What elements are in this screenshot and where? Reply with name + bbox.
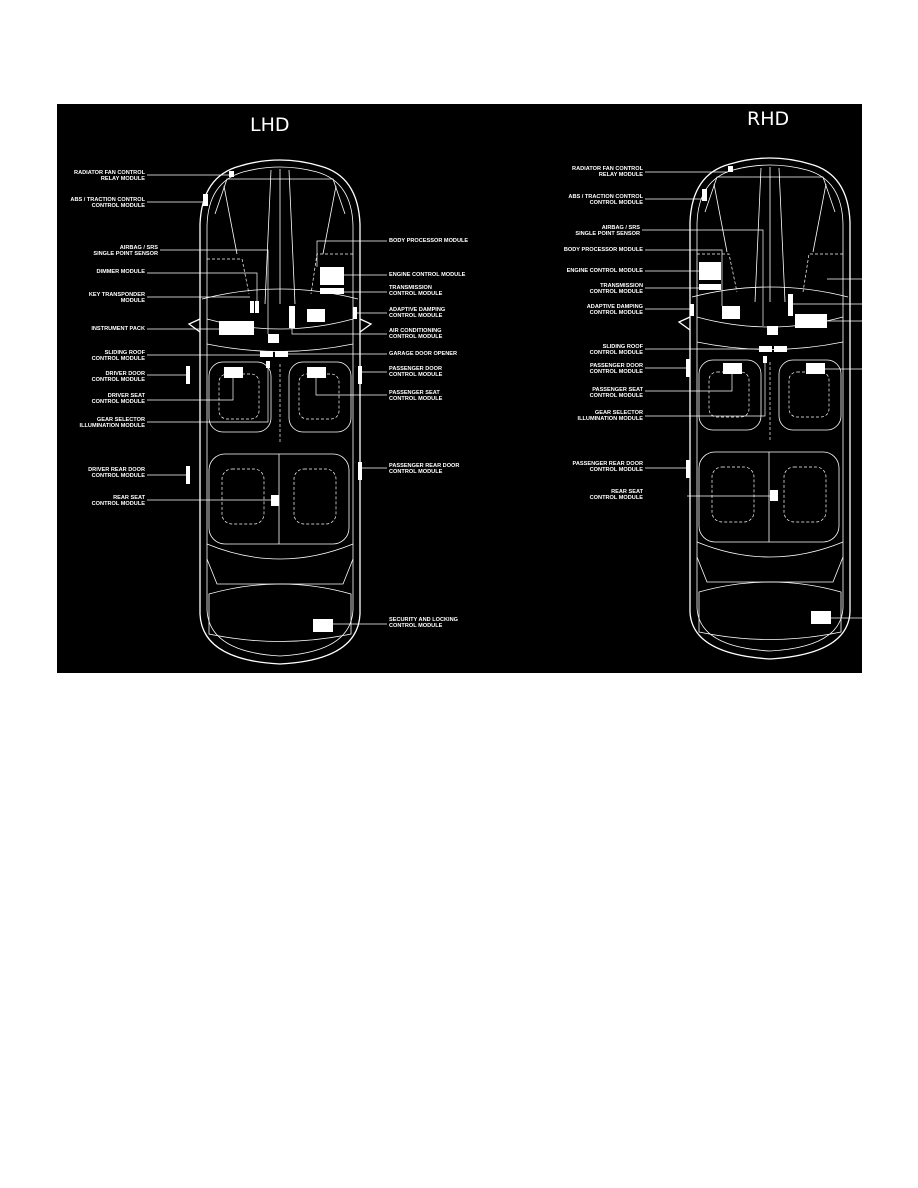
lhd-security-locking-marker [313,619,333,632]
rhd-label-rear-seat-control-module [590,489,644,501]
rhd-body-processor-marker [722,306,740,319]
lhd-label-driver-rear-door-control-module-line-1: DRIVER REAR DOOR [88,467,145,473]
lhd-label-instrument-pack [91,326,145,332]
lhd-label-driver-seat-control-module-line-1: DRIVER SEAT [107,393,145,399]
lhd-labels [70,170,468,629]
lhd-label-abs-traction-control-module-line-1: ABS / TRACTION CONTROL [70,197,145,203]
lhd-label-air-conditioning-control-module-line-2: CONTROL MODULE [389,334,443,340]
rhd-transmission-marker [699,284,721,290]
rhd-title: RHD [747,108,790,130]
lhd-label-instrument-pack-line-1: INSTRUMENT PACK [91,326,145,332]
lhd-label-gear-selector-illumination-module [80,417,146,429]
lhd-label-driver-door-control-module-line-2: CONTROL MODULE [91,377,145,383]
rhd-passenger-rear-door-marker [686,460,690,478]
lhd-passenger-door-marker [358,366,362,384]
lhd-label-gear-selector-illumination-module-line-1: GEAR SELECTOR [96,417,145,423]
lhd-passenger-rear-door-marker [358,462,362,480]
rhd-airbag-marker [767,326,778,335]
lhd-label-driver-door-control-module [92,371,146,383]
rhd-label-radiator-fan-control-relay-module-line-1: RADIATOR FAN CONTROL [572,166,643,172]
lhd-label-driver-seat-control-module-line-2: CONTROL MODULE [91,399,145,405]
rhd-label-passenger-seat-control-module-line-2: CONTROL MODULE [589,393,643,399]
rhd-label-sliding-roof-control-module-line-2: CONTROL MODULE [589,350,643,356]
rhd-car-outline [679,158,850,659]
rhd-label-sliding-roof-control-module [590,344,644,356]
rhd-label-abs-traction-control-module [568,194,643,206]
lhd-label-radiator-fan-control-relay-module-line-2: RELAY MODULE [100,176,145,182]
lhd-label-gear-selector-illumination-module-line-2: ILLUMINATION MODULE [79,423,145,429]
lhd-body-processor-marker [307,309,325,322]
lhd-label-airbag-srs-sensor [93,245,158,257]
lhd-airbag-marker [268,334,279,343]
lhd-adaptive-damping-marker [353,307,357,319]
rhd-dimmer-marker [788,294,793,316]
lhd-air-conditioning-marker [289,306,295,328]
rhd-label-passenger-door-control-module-line-1: PASSENGER DOOR [589,363,643,369]
rhd-label-transmission-control-module-line-1: TRANSMISSION [600,283,643,289]
lhd-gear-selector-marker [266,361,270,368]
rhd-label-gear-selector-illumination-module-line-2: ILLUMINATION MODULE [577,416,643,422]
lhd-label-security-locking-control-module-line-1: SECURITY AND LOCKING [389,617,458,623]
rhd-label-body-processor-module-line-1: BODY PROCESSOR MODULE [563,247,643,253]
lhd-driver-door-marker [186,366,190,384]
lhd-label-passenger-seat-control-module [389,390,443,402]
rhd-gear-selector-marker [763,356,767,363]
lhd-driver-seat-marker [224,367,243,378]
rhd-label-rear-seat-control-module-line-1: REAR SEAT [611,489,643,495]
lhd-label-passenger-rear-door-control-module [389,463,459,475]
diagram-canvas [57,104,862,673]
rhd-modules [686,166,831,624]
lhd-label-rear-seat-control-module-line-2: CONTROL MODULE [91,501,145,507]
lhd-radiator-fan-module-marker [229,171,234,177]
rhd-label-gear-selector-illumination-module-line-1: GEAR SELECTOR [594,410,643,416]
rhd-label-passenger-seat-control-module-line-1: PASSENGER SEAT [592,387,643,393]
rhd-passenger-seat-marker [723,363,742,374]
lhd-label-dimmer-module-line-1: DIMMER MODULE [96,269,145,275]
rhd-label-body-processor-module [564,247,643,253]
lhd-label-transmission-control-module-line-2: CONTROL MODULE [389,291,443,297]
rhd-label-abs-traction-control-module-line-1: ABS / TRACTION CONTROL [568,194,643,200]
rhd-label-adaptive-damping-control-module-line-2: CONTROL MODULE [589,310,643,316]
lhd-label-adaptive-damping-control-module-line-2: CONTROL MODULE [389,313,443,319]
rhd-label-adaptive-damping-control-module [587,304,644,316]
lhd-modules [186,171,362,632]
lhd-label-passenger-rear-door-control-module-line-1: PASSENGER REAR DOOR [389,463,460,469]
lhd-passenger-seat-marker [307,367,326,378]
lhd-label-dimmer-module [97,269,146,275]
rhd-label-engine-control-module [567,268,644,274]
rhd-garage-door-marker [774,346,787,352]
lhd-label-body-processor-module-line-1: BODY PROCESSOR MODULE [389,238,469,244]
lhd-driver-rear-door-marker [186,466,190,484]
lhd-label-security-locking-control-module-line-2: CONTROL MODULE [389,623,443,629]
lhd-label-abs-traction-control-module [70,197,145,209]
lhd-label-airbag-srs-sensor-line-2: SINGLE POINT SENSOR [93,251,158,257]
lhd-label-driver-rear-door-control-module-line-2: CONTROL MODULE [91,473,145,479]
rhd-label-gear-selector-illumination-module [578,410,644,422]
rhd-adaptive-damping-marker [690,304,694,316]
lhd-label-engine-control-module-line-1: ENGINE CONTROL MODULE [389,272,466,278]
rhd-labels [564,166,644,501]
rhd-radiator-fan-module-marker [728,166,733,172]
rhd-label-abs-traction-control-module-line-2: CONTROL MODULE [589,200,643,206]
rhd-label-airbag-srs-sensor-line-2: SINGLE POINT SENSOR [575,231,640,237]
rhd-label-passenger-rear-door-control-module-line-1: PASSENGER REAR DOOR [572,461,643,467]
rhd-label-passenger-seat-control-module [590,387,644,399]
lhd-label-engine-control-module [389,272,466,278]
rhd-label-rear-seat-control-module-line-2: CONTROL MODULE [589,495,643,501]
lhd-label-passenger-rear-door-control-module-line-2: CONTROL MODULE [389,469,443,475]
lhd-car-outline [189,160,371,664]
rhd-label-airbag-srs-sensor-line-1: AIRBAG / SRS [601,225,640,231]
lhd-label-passenger-seat-control-module-line-2: CONTROL MODULE [389,396,443,402]
lhd-label-sliding-roof-control-module-line-2: CONTROL MODULE [91,356,145,362]
rhd-security-locking-marker [811,611,831,624]
rhd-label-sliding-roof-control-module-line-1: SLIDING ROOF [602,344,643,350]
rhd-passenger-door-marker [686,359,690,377]
rhd-instrument-pack-marker [795,314,827,328]
rhd-label-adaptive-damping-control-module-line-1: ADAPTIVE DAMPING [586,304,643,310]
rhd-sliding-roof-marker [759,346,772,352]
lhd-engine-control-marker [320,267,344,285]
lhd-label-abs-traction-control-module-line-2: CONTROL MODULE [91,203,145,209]
lhd-label-adaptive-damping-control-module-line-1: ADAPTIVE DAMPING [389,307,446,313]
lhd-label-body-processor-module [389,238,468,244]
lhd-label-driver-door-control-module-line-1: DRIVER DOOR [105,371,145,377]
lhd-label-garage-door-opener-line-1: GARAGE DOOR OPENER [389,351,458,357]
lhd-label-rear-seat-control-module [92,495,146,507]
lhd-label-driver-rear-door-control-module [88,467,145,479]
lhd-label-passenger-seat-control-module-line-1: PASSENGER SEAT [389,390,440,396]
lhd-instrument-pack-marker [219,321,254,335]
lhd-label-transmission-control-module [389,285,443,297]
lhd-sliding-roof-marker [260,351,273,357]
lhd-label-key-transponder-module-line-1: KEY TRANSPONDER [88,292,145,298]
rhd-abs-module-marker [702,189,707,201]
lhd-abs-module-marker [203,194,208,206]
rhd-engine-control-marker [699,262,721,280]
rhd-label-passenger-rear-door-control-module [573,461,644,473]
lhd-dimmer-marker [255,301,259,313]
rhd-driver-seat-marker [806,363,825,374]
rhd-label-passenger-door-control-module [590,363,644,375]
lhd-label-passenger-door-control-module-line-2: CONTROL MODULE [389,372,443,378]
lhd-label-rear-seat-control-module-line-1: REAR SEAT [113,495,145,501]
lhd-label-passenger-door-control-module-line-1: PASSENGER DOOR [389,366,443,372]
lhd-title: LHD [250,114,290,136]
rhd-label-radiator-fan-control-relay-module-line-2: RELAY MODULE [598,172,643,178]
rhd-rear-seat-marker [770,490,778,501]
lhd-rear-seat-marker [271,495,279,506]
lhd-label-driver-seat-control-module [92,393,146,405]
lhd-transmission-marker [320,288,344,294]
lhd-label-radiator-fan-control-relay-module-line-1: RADIATOR FAN CONTROL [74,170,145,176]
lhd-label-security-locking-control-module [389,617,458,629]
lhd-label-key-transponder-module-line-2: MODULE [120,298,145,304]
lhd-label-transmission-control-module-line-1: TRANSMISSION [389,285,432,291]
rhd-label-passenger-rear-door-control-module-line-2: CONTROL MODULE [589,467,643,473]
rhd-label-radiator-fan-control-relay-module [572,166,644,178]
lhd-label-passenger-door-control-module [389,366,443,378]
lhd-key-transponder-marker [250,301,254,313]
lhd-label-garage-door-opener [389,351,457,357]
lhd-label-airbag-srs-sensor-line-1: AIRBAG / SRS [119,245,158,251]
lhd-label-sliding-roof-control-module [92,350,146,362]
lhd-label-radiator-fan-control-relay-module [74,170,146,182]
rhd-label-engine-control-module-line-1: ENGINE CONTROL MODULE [566,268,643,274]
rhd-label-airbag-srs-sensor [575,225,640,237]
lhd-label-air-conditioning-control-module [389,328,443,340]
lhd-label-air-conditioning-control-module-line-1: AIR CONDITIONING [389,328,442,334]
rhd-label-passenger-door-control-module-line-2: CONTROL MODULE [589,369,643,375]
lhd-label-key-transponder-module [89,292,145,304]
lhd-garage-door-marker [275,351,288,357]
lhd-label-sliding-roof-control-module-line-1: SLIDING ROOF [104,350,145,356]
rhd-label-transmission-control-module [590,283,644,295]
rhd-label-transmission-control-module-line-2: CONTROL MODULE [589,289,643,295]
lhd-label-adaptive-damping-control-module [389,307,445,319]
module-location-diagram [57,104,862,673]
